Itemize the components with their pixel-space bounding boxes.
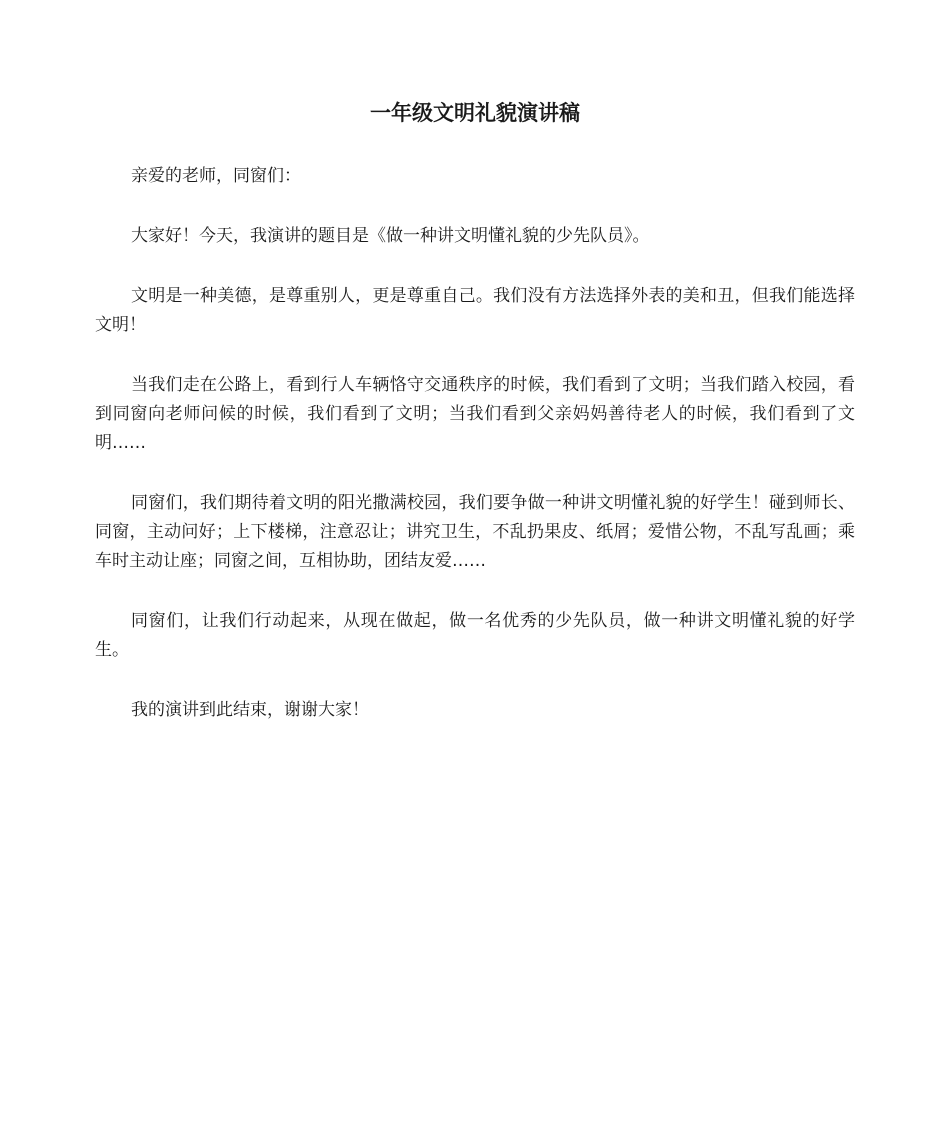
paragraph-appeal: 同窗们，让我们行动起来，从现在做起，做一名优秀的少先队员，做一种讲文明懂礼貌的好学生。 bbox=[95, 611, 855, 660]
paragraph-opening: 大家好！今天，我演讲的题目是《做一种讲文明懂礼貌的少先队员》。 bbox=[131, 226, 650, 246]
document-title: 一年级文明礼貌演讲稿 bbox=[370, 101, 580, 125]
document-page bbox=[95, 0, 855, 725]
paragraph-examples: 当我们走在公路上，看到行人车辆恪守交通秩序的时候，我们看到了文明；当我们踏入校园，看到同窗向老师问候的时候，我们看到了文明；当我们看到父亲妈妈善待老人的时候，我们看到了文明…… bbox=[95, 375, 855, 453]
paragraph-greeting: 亲爱的老师，同窗们： bbox=[131, 166, 301, 186]
paragraph-closing: 我的演讲到此结束，谢谢大家！ bbox=[131, 700, 369, 720]
paragraph-virtue: 文明是一种美德，是尊重别人，更是尊重自己。我们没有方法选择外表的美和丑，但我们能选择文明！ bbox=[95, 286, 855, 335]
paragraph-call-to-action: 同窗们，我们期待着文明的阳光撒满校园，我们要争做一种讲文明懂礼貌的好学生！碰到师长、同窗，主动问好；上下楼梯，注意忍让；讲究卫生，不乱扔果皮、纸屑；爱惜公物，不乱写乱画；乘车时主动让座；同窗之间，互相协助，团结友爱…… bbox=[95, 493, 855, 571]
